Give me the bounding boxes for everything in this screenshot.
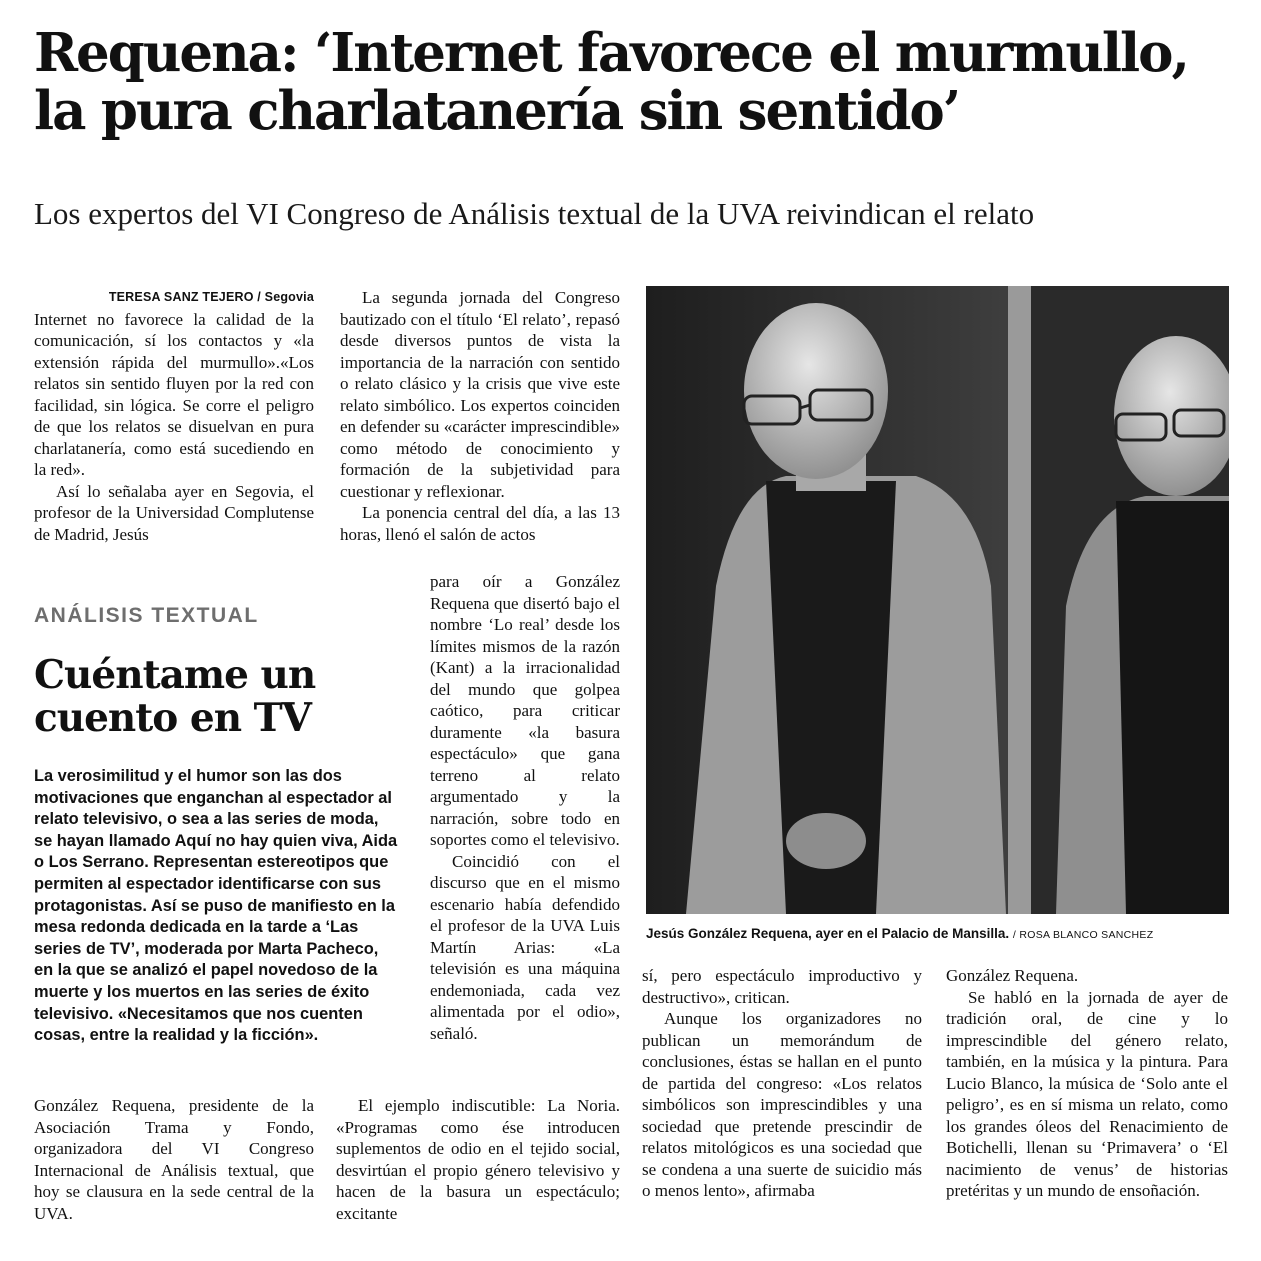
- photo: [646, 286, 1229, 914]
- col2-paragraph-2a: La ponencia central del día, a las 13 horas, llenó el salón de actos: [340, 503, 620, 544]
- col4-paragraph-1: González Requena.: [946, 966, 1079, 985]
- photo-credit: / ROSA BLANCO SANCHEZ: [1012, 929, 1154, 941]
- section-label: ANÁLISIS TEXTUAL: [34, 604, 259, 627]
- column-4: [946, 965, 1228, 1202]
- column-2-top: [340, 287, 620, 545]
- col2-paragraph-4: El ejemplo indiscutible: La Noria. «Programas como ése introducen suplementos de odio en el tejido social, desvirtúan el propio género televisivo y hacen de la basura un espectáculo; excitante: [336, 1096, 620, 1223]
- caption-text: Jesús González Requena, ayer en el Palacio de Mansilla.: [646, 926, 1010, 941]
- photo-illustration: [646, 286, 1229, 914]
- column-2-lower: [430, 571, 620, 1044]
- headline: [34, 24, 1244, 140]
- column-3: [642, 965, 922, 1202]
- col1-paragraph-2: Así lo señalaba ayer en Segovia, el profesor de la Universidad Complutense de Madrid, Jesús: [34, 481, 314, 544]
- col2-paragraph-2b: para oír a González Requena que disertó bajo el nombre ‘Lo real’ desde los límites mismos de la razón (Kant) a la irracionalidad del mundo que golpea caótico, para criticar duramente «la basura espectáculo» que gana terreno al relato argumentado y la narración, sobre todo en soportes como el televisivo.: [430, 572, 620, 849]
- byline: TERESA SANZ TEJERO / Segovia: [108, 290, 314, 304]
- headline-line-2: la pura charlatanería sin sentido’: [34, 80, 960, 142]
- sidebar-cont-paragraph: González Requena, presidente de la Asociación Trama y Fondo, organizadora del VI Congreso Internacional de Análisis textual, que hoy se clausura en la sede central de la UVA.: [34, 1096, 314, 1223]
- col3-paragraph-2: Aunque los organizadores no publican un memorándum de conclusiones, éstas se hallan en el punto de partida del congreso: «Los relatos simbólicos son imprescindibles y una sociedad que pretende prescindir de relatos mitológicos es una sociedad que se condena a una suerte de suicidio más o menos lento», afirmaba: [642, 1009, 922, 1200]
- col2-paragraph-1: La segunda jornada del Congreso bautizado con el título ‘El relato’, repasó desde diversos puntos de vista la importancia de la narración con sentido o relato clásico y la crisis que vive este relato simbólico. Los expertos coinciden en defender su «carácter imprescindible» como método de conocimiento y formación de la subjetividad para cuestionar y reflexionar.: [340, 288, 620, 501]
- column-2-bottom: [336, 1095, 620, 1224]
- subtitle: Los expertos del VI Congreso de Análisis textual de la UVA reivindican el relato: [34, 196, 1035, 231]
- photo-caption: [646, 926, 1229, 941]
- column-1: [34, 287, 314, 545]
- headline-line-1: Requena: ‘Internet favorece el murmullo,: [34, 22, 1188, 84]
- sidebar-intro: La verosimilitud y el humor son las dos motivaciones que enganchan al espectador al relato televisivo, o sea a las series de moda, se hayan llamado Aquí no hay quien viva, Aida o Los Serrano. Representan estereotipos que permiten al espectador identificarse con sus protagonistas. Así se puso de manifiesto en la mesa redonda dedicada en la tarde a ‘Las series de TV’, moderada por Marta Pacheco, en la que se analizó el papel novedoso de la muerte y los muertos en las series de éxito televisivo. «Necesitamos que nos cuenten cosas, entre la realidad y la ficción».: [34, 767, 398, 1045]
- sidebar-continuation: [34, 1095, 314, 1224]
- col3-paragraph-1: sí, pero espectáculo improductivo y destructivo», critican.: [642, 966, 922, 1007]
- col2-paragraph-3: Coincidió con el discurso que en el mismo escenario había defendido el profesor de la UVA Luis Martín Arias: «La televisión es una máquina endemoniada, cada vez alimentada por el odio», señaló.: [430, 851, 620, 1043]
- col4-paragraph-2: Se habló en la jornada de ayer de tradición oral, de cine y lo imprescindible del género relato, también, en la música y la pintura. Para Lucio Blanco, la música de ‘Solo ante el peligro’, es en sí misma un relato, como los grandes óleos del Renacimiento de Botichelli, llenan su ‘Primavera’ o ‘El nacimiento de venus’ de historias pretéritas y un mundo de ensoñación.: [946, 987, 1228, 1200]
- sidebar-title: Cuéntame un cuento en TV: [34, 652, 316, 741]
- col1-paragraph-1: Internet no favorece la calidad de la comunicación, sí los contactos y «la extensión rápida del murmullo».«Los relatos sin sentido fluyen por la red con facilidad, sin lógica. Se corre el peligro de que los relatos se disuelvan en pura charlatanería, como está sucediendo en la red».: [34, 309, 314, 479]
